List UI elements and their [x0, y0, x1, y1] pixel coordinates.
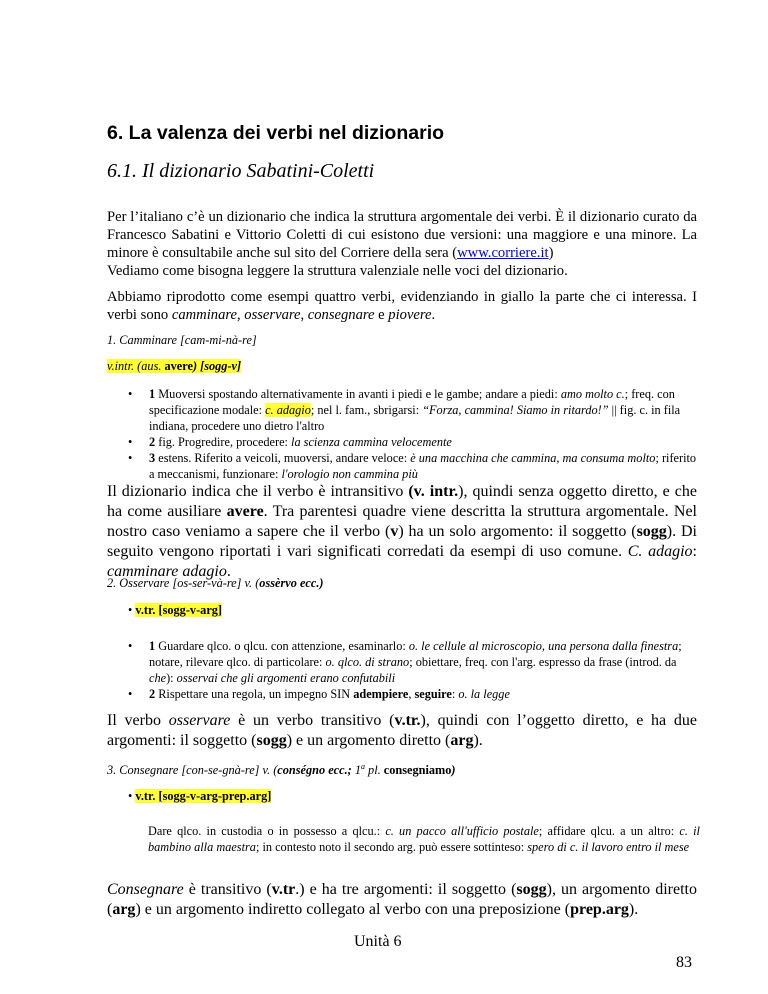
highlight: c. adagio [265, 403, 311, 417]
intro-paragraph-2: Vediamo come bisogna leggere la struttura valenziale nelle voci del dizionario. [107, 263, 568, 279]
section-heading: 6. La valenza dei verbi nel dizionario [107, 122, 445, 144]
intro-paragraph-1: Per l’italiano c’è un dizionario che indica la struttura argomentale dei verbi. È il dizionario curato da Francesco Sabatini e Vittorio Coletti di cui esistono due versioni: una maggiore e una minore. La minore è consultabile anche sul sito del Corriere della sera (www.corriere.it) [107, 209, 697, 261]
entry-osservare-title: 2. Osservare [os-ser-và-re] v. (ossèrvo ecc.) [107, 576, 324, 590]
subsection-heading: 6.1. Il dizionario Sabatini-Coletti [107, 160, 375, 182]
list-item: • 2 Rispettare una regola, un impegno SIN adempiere, seguire: o. la legge [128, 686, 700, 702]
list-item: • 1 Guardare qlco. o qlcu. con attenzione, esaminarlo: o. le cellule al microscopio, una persona dalla finestra; notare, rilevare qlco. di particolare: o. qlco. di strano; obiettare, freq. con l'arg. espresso da frase (introd. da che): osservai che gli argomenti erano confutabili [128, 638, 700, 686]
list-item: • 3 estens. Riferito a veicoli, muoversi, andare veloce: è una macchina che cammina, ma consuma molto; riferito a meccanismi, funzionare: l'orologio non cammina più [128, 450, 700, 482]
page-number: 83 [676, 954, 692, 971]
entry-osservare-tag: • v.tr. [sogg-v-arg] [128, 603, 223, 617]
explanation-paragraph-3: Consegnare è transitivo (v.tr.) e ha tre argomenti: il soggetto (sogg), un argomento diretto (arg) e un argomento indiretto collegato al verbo con una preposizione (prep.arg). [107, 881, 697, 918]
entry-consegnare-definition: Dare qlco. in custodia o in possesso a qlcu.: c. un pacco all'ufficio postale; affidare qlcu. a un altro: c. il bambino alla maestra; in contesto noto il secondo arg. può essere sottinteso: spero di c. il lavoro entro il mese [148, 824, 700, 854]
list-item: • 2 fig. Progredire, procedere: la scienza cammina velocemente [128, 434, 700, 450]
entry-camminare-tag: v.intr. (aus. avere) [sogg-v] [107, 359, 242, 373]
entry-camminare-senses [128, 386, 700, 482]
explanation-paragraph-1: Il dizionario indica che il verbo è intransitivo (v. intr.), quindi senza oggetto diretto, e che ha come ausiliare avere. Tra parentesi quadre viene descritta la struttura argomentale. Nel nostro caso veniamo a sapere che il verbo (v) ha un solo argomento: il soggetto (sogg). Di seguito vengono riportati i vari significati corredati da esempi di uso comune. C. adagio: camminare adagio. [107, 483, 697, 580]
intro-paragraph-3: Abbiamo riprodotto come esempi quattro verbi, evidenziando in giallo la parte che ci interessa. I verbi sono camminare, osservare, consegnare e piovere. [107, 289, 697, 323]
entry-consegnare-tag: • v.tr. [sogg-v-arg-prep.arg] [128, 789, 272, 803]
list-item: • 1 Muoversi spostando alternativamente in avanti i piedi e le gambe; andare a piedi: amo molto c.; freq. con specificazione modale: c. adagio; nel l. fam., sbrigarsi: “Forza, cammina! Siamo in ritardo!” || fig. c. in fila indiana, procedere uno dietro l'altro [128, 386, 700, 434]
explanation-paragraph-2: Il verbo osservare è un verbo transitivo (v.tr.), quindi con l’oggetto diretto, e ha due argomenti: il soggetto (sogg) e un argomento diretto (arg). [107, 712, 698, 749]
corriere-link[interactable]: www.corriere.it [457, 245, 549, 261]
entry-osservare-senses [128, 638, 700, 702]
page-footer: Unità 6 [354, 933, 402, 950]
entry-camminare-title: 1. Camminare [cam-mi-nà-re] [107, 333, 257, 347]
entry-consegnare-title: 3. Consegnare [con-se-gnà-re] v. (conségno ecc.; 1$^a$ pl. consegniamo) [107, 762, 456, 778]
